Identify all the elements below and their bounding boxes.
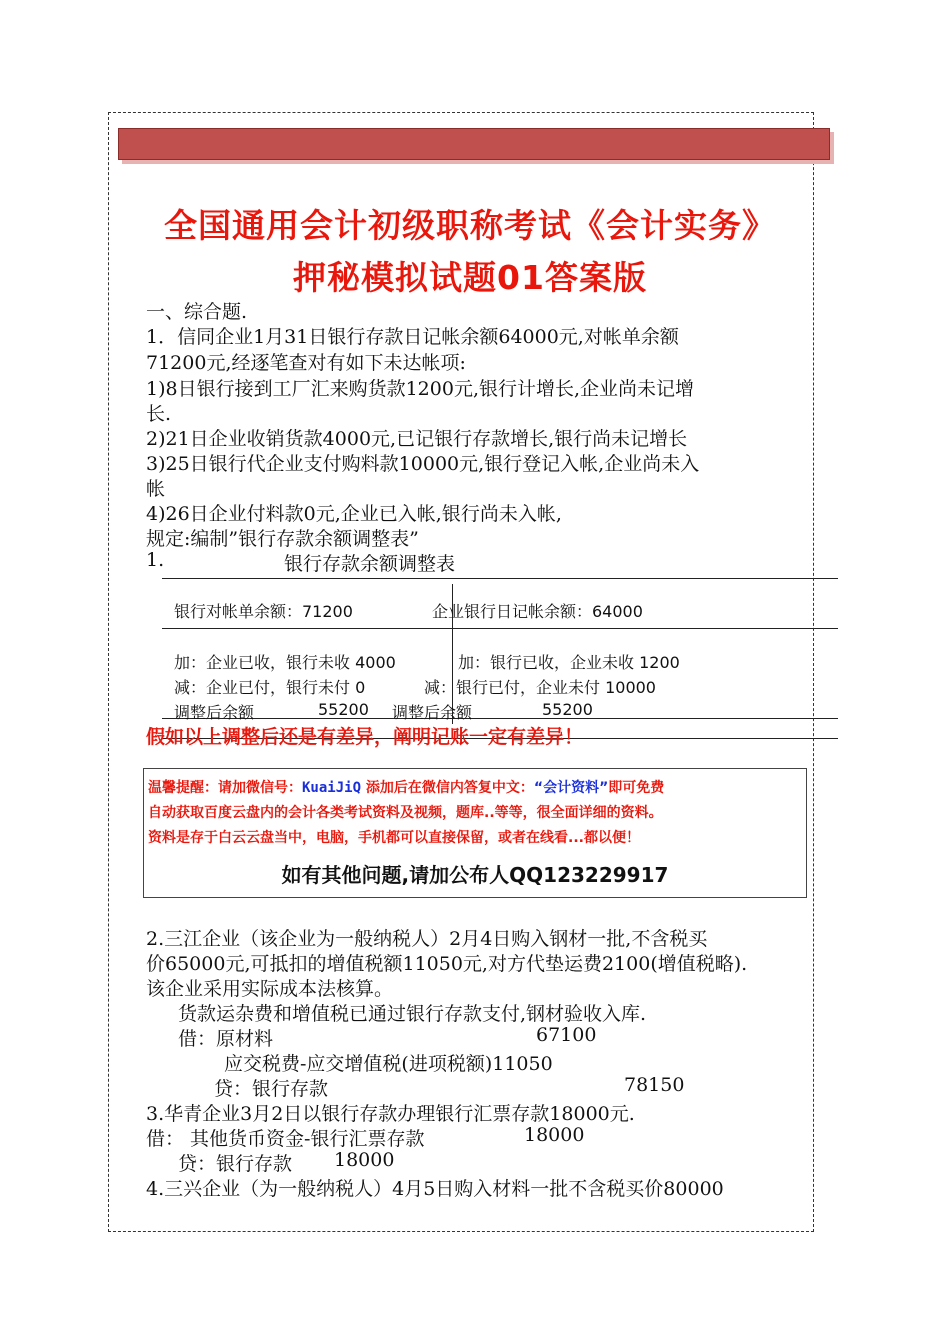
q2-line: 货款运杂费和增值税已通过银行存款支付,钢材验收入库. — [178, 1003, 647, 1025]
notice-line-3: 资料是存于白云云盘当中，电脑，手机都可以直接保留，或者在线看...都以便！ — [148, 830, 640, 846]
notice-mid: 添加后在微信内答复中文： — [361, 780, 534, 796]
notice-box — [143, 768, 807, 898]
q1-line: 3)25日银行代企业支付购料款10000元,银行登记入帐,企业尚未入 — [146, 453, 700, 475]
q2-line: 该企业采用实际成本法核算。 — [146, 978, 394, 1000]
q2-credit: 贷：银行存款 — [214, 1078, 329, 1100]
bank-balance: 银行对帐单余额：71200 — [174, 602, 353, 621]
q2-line: 价65000元,可抵扣的增值税额11050元,对方代垫运费2100(增值税略). — [146, 953, 748, 975]
q1-line: 71200元,经逐笔查对有如下未达帐项: — [146, 352, 466, 374]
table-rule-bottom — [162, 718, 838, 719]
q2-debit-1: 借：原材料 — [178, 1028, 274, 1050]
warning-text: 假如以上调整后还是有差异，阐明记账一定有差异！ — [146, 726, 584, 748]
table-title: 银行存款余额调整表 — [284, 553, 456, 575]
notice-keyword: “会计资料” — [533, 780, 609, 796]
table-rule-mid — [162, 628, 838, 629]
section-heading: 一、综合题. — [146, 301, 248, 323]
q2-line: 2.三江企业（该企业为一般纳税人）2月4日购入钢材一批,不含税买 — [146, 928, 708, 950]
q1-line: 1)8日银行接到工厂汇来购货款1200元,银行计增长,企业尚未记增 — [146, 378, 695, 400]
q2-credit-amount: 78150 — [624, 1074, 685, 1096]
q1-line: 长. — [146, 403, 172, 425]
q2-debit-2: 应交税费-应交增值税(进项税额)11050 — [224, 1053, 553, 1075]
q2-debit-1-amount: 67100 — [536, 1024, 597, 1046]
q1-line: 帐 — [146, 478, 166, 500]
q3-debit: 借： 其他货币资金-银行汇票存款 — [146, 1128, 425, 1150]
table-number: 1. — [146, 549, 165, 571]
q1-line: 规定:编制”银行存款余额调整表” — [146, 528, 419, 550]
contact-qq: 如有其他问题,请加公布人QQ123229917 — [281, 863, 669, 887]
q1-line: 1．信同企业1月31日银行存款日记帐余额64000元,对帐单余额 — [146, 326, 679, 348]
q3-credit-amount: 18000 — [334, 1149, 395, 1171]
q4-line: 4.三兴企业（为一般纳税人）4月5日购入材料一批不含税买价80000 — [146, 1178, 724, 1200]
wechat-id: KuaiJiQ — [302, 780, 362, 796]
adjusted-value-left: 55200 — [318, 700, 369, 719]
q1-line: 2)21日企业收销货款4000元,已记银行存款增长,银行尚未记增长 — [146, 428, 688, 450]
adjusted-value-right: 55200 — [542, 700, 593, 719]
notice-line-1 — [148, 777, 664, 797]
q3-credit: 贷：银行存款 — [178, 1153, 293, 1175]
sub-right: 减：银行已付，企业未付 10000 — [424, 678, 656, 697]
title-line-1: 全国通用会计初级职称考试《会计实务》 — [164, 206, 776, 245]
add-left: 加：企业已收，银行未收 4000 — [174, 653, 396, 672]
notice-prefix: 温馨提醒：请加微信号： — [148, 780, 302, 796]
adjusted-label-left: 调整后余额 — [174, 703, 255, 722]
header-banner — [118, 128, 830, 160]
sub-left: 减：企业已付，银行未付 0 — [174, 678, 366, 697]
q3-debit-amount: 18000 — [524, 1124, 585, 1146]
q1-line: 4)26日企业付料款0元,企业已入帐,银行尚未入帐, — [146, 503, 562, 525]
book-balance: 企业银行日记帐余额：64000 — [432, 602, 643, 621]
table-rule-top — [162, 578, 838, 579]
add-right: 加：银行已收，企业未收 1200 — [458, 653, 680, 672]
notice-line-2: 自动获取百度云盘内的会计各类考试资料及视频，题库..等等，很全面详细的资料。 — [148, 805, 663, 821]
adjusted-label-right: 调整后余额 — [392, 703, 473, 722]
q3-line: 3.华青企业3月2日以银行存款办理银行汇票存款18000元. — [146, 1103, 635, 1125]
notice-suffix: 即可免费 — [608, 780, 665, 796]
title-line-2: 押秘模拟试题01答案版 — [293, 258, 647, 297]
